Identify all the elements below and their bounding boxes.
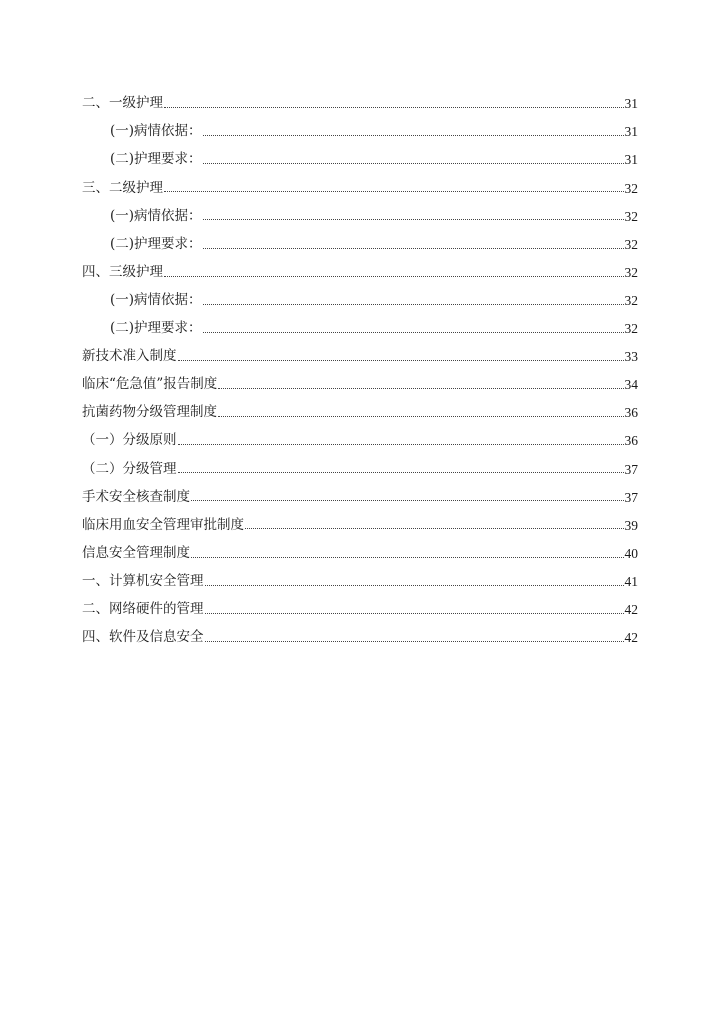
toc-entry-page: 39 xyxy=(624,517,638,533)
toc-entry xyxy=(82,287,638,315)
toc-entry-page: 42 xyxy=(624,601,638,617)
toc-entry-title: (二)护理要求： xyxy=(110,320,202,337)
toc-dot-leader xyxy=(164,190,624,192)
toc-dot-leader xyxy=(205,640,624,642)
toc-entry-title: (一)病情依据： xyxy=(110,291,202,308)
table-of-contents xyxy=(82,90,638,652)
toc-entry xyxy=(82,427,638,455)
toc-entry xyxy=(82,624,638,652)
toc-entry xyxy=(82,315,638,343)
toc-entry-page: 32 xyxy=(624,236,638,252)
toc-entry-page: 32 xyxy=(624,264,638,280)
toc-entry xyxy=(82,455,638,483)
toc-entry-title: 新技术准入制度 xyxy=(82,348,177,365)
toc-dot-leader xyxy=(203,331,624,333)
toc-entry xyxy=(82,483,638,511)
toc-entry-title: 二、一级护理 xyxy=(82,95,163,112)
toc-entry xyxy=(82,118,638,146)
toc-dot-leader xyxy=(191,556,624,558)
toc-entry-page: 40 xyxy=(624,545,638,561)
toc-entry-page: 36 xyxy=(624,405,638,421)
toc-dot-leader xyxy=(178,359,624,361)
toc-dot-leader xyxy=(203,134,624,136)
toc-entry xyxy=(82,568,638,596)
toc-entry-title: 三、二级护理 xyxy=(82,179,163,196)
toc-entry xyxy=(82,230,638,258)
toc-entry-page: 31 xyxy=(624,152,638,168)
toc-entry-title: 信息安全管理制度 xyxy=(82,544,190,561)
toc-entry-page: 41 xyxy=(624,573,638,589)
toc-entry-page: 33 xyxy=(624,349,638,365)
toc-entry-page: 36 xyxy=(624,433,638,449)
toc-entry xyxy=(82,343,638,371)
toc-entry-title: 四、三级护理 xyxy=(82,263,163,280)
toc-dot-leader xyxy=(164,275,624,277)
toc-dot-leader xyxy=(203,162,624,164)
toc-dot-leader xyxy=(205,612,624,614)
toc-dot-leader xyxy=(245,527,624,529)
toc-dot-leader xyxy=(218,387,623,389)
toc-entry-title: （一）分级原则 xyxy=(82,432,177,449)
toc-entry-title: (一)病情依据： xyxy=(110,123,202,140)
toc-entry xyxy=(82,90,638,118)
toc-dot-leader xyxy=(205,584,624,586)
toc-entry xyxy=(82,596,638,624)
toc-entry-title: 临床“危急值”报告制度 xyxy=(82,376,218,393)
toc-entry-title: (二)护理要求： xyxy=(110,151,202,168)
toc-entry-page: 32 xyxy=(624,180,638,196)
toc-entry xyxy=(82,399,638,427)
toc-entry xyxy=(82,371,638,399)
toc-entry-title: （二）分级管理 xyxy=(82,460,177,477)
toc-entry-title: 临床用血安全管理审批制度 xyxy=(82,516,244,533)
toc-entry-title: 二、网络硬件的管理 xyxy=(82,600,204,617)
toc-entry xyxy=(82,540,638,568)
toc-entry-title: 手术安全核查制度 xyxy=(82,488,190,505)
toc-entry xyxy=(82,174,638,202)
toc-entry-page: 42 xyxy=(624,630,638,646)
toc-dot-leader xyxy=(178,443,624,445)
toc-dot-leader xyxy=(203,303,624,305)
toc-entry-page: 37 xyxy=(624,489,638,505)
toc-entry-page: 32 xyxy=(624,292,638,308)
toc-entry xyxy=(82,146,638,174)
toc-dot-leader xyxy=(191,499,624,501)
toc-entry xyxy=(82,259,638,287)
toc-dot-leader xyxy=(203,247,624,249)
toc-entry-title: (一)病情依据： xyxy=(110,207,202,224)
toc-dot-leader xyxy=(178,471,624,473)
toc-entry-page: 31 xyxy=(624,124,638,140)
toc-entry-title: (二)护理要求： xyxy=(110,235,202,252)
toc-entry-page: 32 xyxy=(624,321,638,337)
toc-entry-title: 抗菌药物分级管理制度 xyxy=(82,404,217,421)
toc-dot-leader xyxy=(164,106,624,108)
toc-entry xyxy=(82,511,638,539)
toc-dot-leader xyxy=(203,218,624,220)
toc-entry-page: 32 xyxy=(624,208,638,224)
toc-entry-page: 37 xyxy=(624,461,638,477)
toc-entry-page: 34 xyxy=(624,377,638,393)
toc-entry xyxy=(82,202,638,230)
toc-entry-title: 四、软件及信息安全 xyxy=(82,629,204,646)
toc-entry-page: 31 xyxy=(624,96,638,112)
toc-entry-title: 一、计算机安全管理 xyxy=(82,572,204,589)
toc-dot-leader xyxy=(218,415,624,417)
